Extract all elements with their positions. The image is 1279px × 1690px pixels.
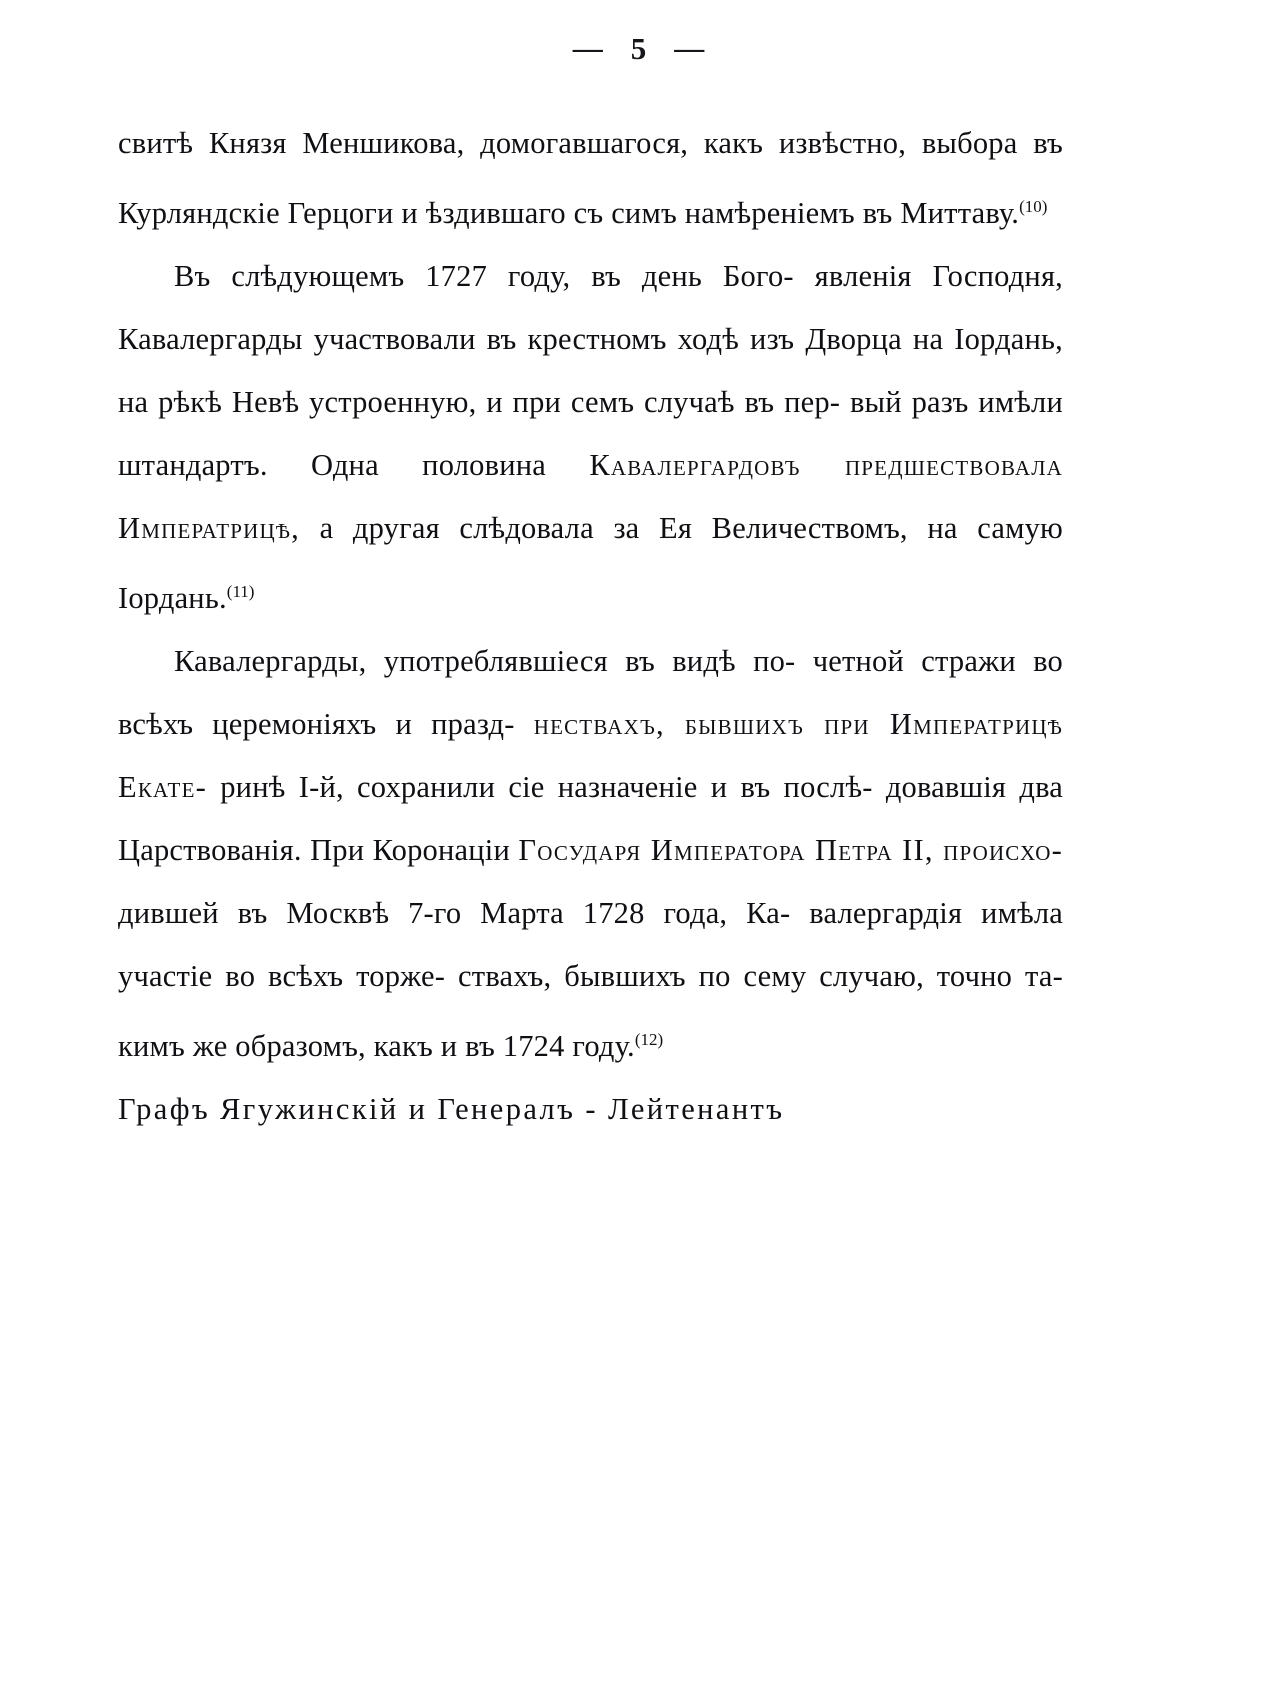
footnote-marker-10: (10): [1019, 197, 1048, 216]
p3-line-8: валергардiя имѣла участiе во всѣхъ торже-: [118, 896, 1063, 994]
paragraph-4: [118, 1078, 1063, 1141]
p1-line-2: извѣстно, выбора въ Курляндскiе Герцоги и: [118, 126, 1064, 231]
p2-line-1: Въ слѣдующемъ 1727 году, въ день Бого-: [174, 259, 794, 294]
p2-line-2: явленiя Господня, Кавалергарды участвовали въ: [118, 259, 1064, 357]
p3-line-9: ствахъ, бывшихъ по сему случаю, точно та-: [458, 959, 1063, 994]
page-number: 5: [630, 31, 649, 67]
p3-line-3: нествахъ, бывшихъ при Императрицѣ Екате-: [118, 707, 1063, 805]
p2-line-5: вый разъ имѣли штандартъ. Одна половина: [118, 385, 1063, 483]
p2-line-3: крестномъ ходѣ изъ Дворца на Iордань, на рѣкѣ: [118, 322, 1063, 420]
p2-line-8: самую Iордань.: [118, 511, 1064, 616]
p3-line-4: ринѣ I-й, сохранили сiе назначенiе и въ послѣ-: [220, 770, 873, 805]
folio-dash-right: —: [674, 32, 707, 66]
paragraph-3: [118, 630, 1063, 1078]
footnote-marker-11: (11): [226, 582, 255, 602]
page-body-text: [118, 112, 1063, 1141]
p3-line-10: кимъ же образомъ, какъ и въ 1724 году.: [118, 1029, 635, 1064]
p2-line-6: Кавалергардовъ предшествовала Императрицѣ,: [118, 448, 1064, 546]
p1-line-3: ѣздившаго съ симъ намѣренiемъ въ Миттаву.: [425, 196, 1020, 231]
p1-line-1: свитѣ Князя Меншикова, домогавшагося, какъ: [118, 126, 764, 160]
p3-line-1: Кавалергарды, употреблявшiеся въ видѣ по-: [174, 644, 796, 679]
p3-line-5: довавшiя два Царствованiя. При Коронацiи: [118, 770, 1064, 868]
p3-line-2: четной стражи во всѣхъ церемонiяхъ и празд-: [118, 644, 1063, 742]
paragraph-1: [118, 112, 1063, 245]
folio-dash-left: —: [572, 32, 605, 66]
page-folio-header: [0, 30, 1279, 67]
p2-line-7: а другая слѣдовала за Ея Величествомъ, на: [319, 511, 958, 546]
footnote-marker-12: (12): [634, 1030, 664, 1050]
paragraph-2: [118, 245, 1063, 630]
p3-line-7: дившей въ Москвѣ 7-го Марта 1728 года, Ка-: [118, 896, 791, 931]
p2-line-4: Невѣ устроенную, и при семъ случаѣ въ пер-: [231, 385, 841, 420]
p4-line-1: Графъ Ягужинскiй и Генералъ - Лейтенантъ: [118, 1092, 785, 1127]
p3-line-6: Государя Императора Петра II, происхо-: [518, 833, 1063, 868]
